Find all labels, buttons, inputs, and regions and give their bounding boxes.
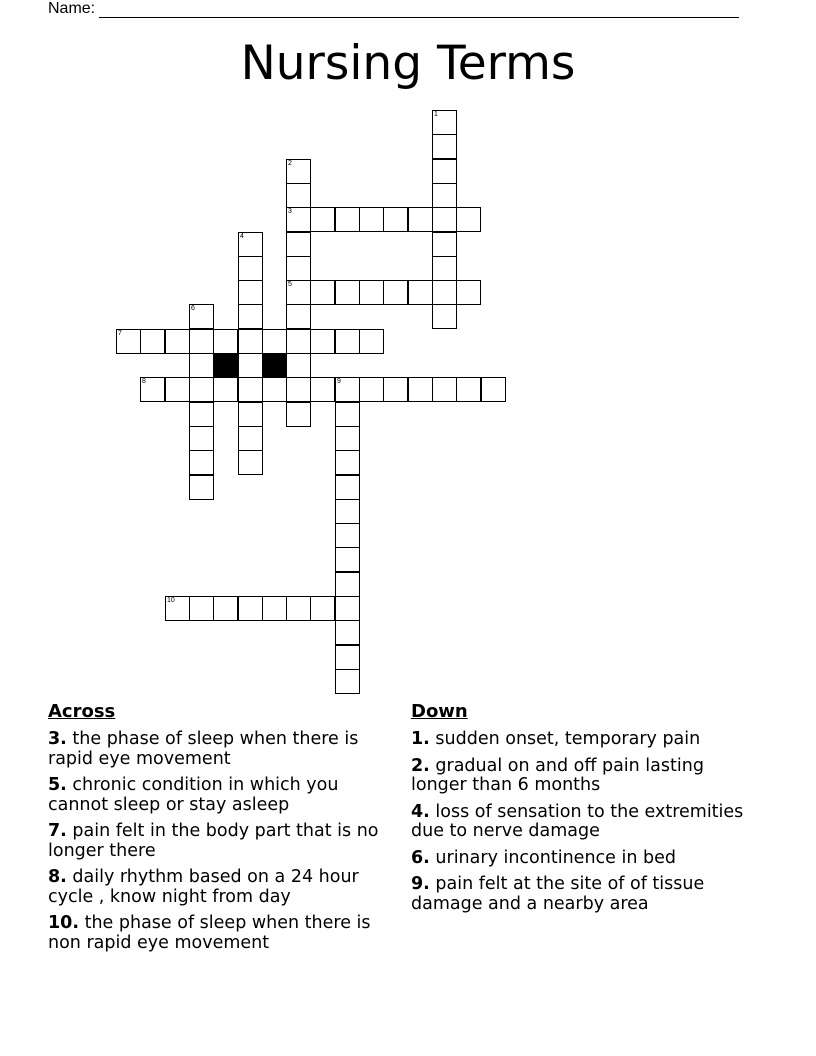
crossword-cell[interactable] — [238, 256, 263, 281]
crossword-cell[interactable] — [140, 329, 165, 354]
across-heading: Across — [48, 701, 116, 722]
crossword-cell[interactable] — [310, 596, 335, 621]
crossword-cell[interactable] — [286, 232, 311, 257]
crossword-cell[interactable] — [383, 377, 408, 402]
crossword-cell[interactable] — [432, 304, 457, 329]
crossword-cell[interactable] — [335, 377, 360, 402]
crossword-cell[interactable] — [238, 232, 263, 257]
crossword-cell[interactable] — [335, 475, 360, 500]
crossword-cell[interactable] — [286, 329, 311, 354]
clue-down-9 — [411, 875, 756, 914]
crossword-cell[interactable] — [189, 402, 214, 427]
crossword-cell[interactable] — [189, 596, 214, 621]
clue-across-7 — [48, 822, 393, 861]
crossword-cell[interactable] — [286, 402, 311, 427]
crossword-cell[interactable] — [238, 377, 263, 402]
crossword-cell[interactable] — [286, 280, 311, 305]
crossword-cell[interactable] — [335, 426, 360, 451]
crossword-cell[interactable] — [286, 596, 311, 621]
clue-text: loss of sensation to the extremities due to nerve damage — [411, 801, 744, 841]
crossword-cell[interactable] — [310, 329, 335, 354]
crossword-cell[interactable] — [165, 377, 190, 402]
clue-text: the phase of sleep when there is non rapid eye movement — [48, 913, 371, 953]
crossword-cell[interactable] — [481, 377, 506, 402]
crossword-cell[interactable] — [286, 304, 311, 329]
name-label: Name: — [48, 0, 96, 17]
crossword-cell[interactable] — [432, 134, 457, 159]
crossword-cell[interactable] — [310, 207, 335, 232]
crossword-cell[interactable] — [432, 280, 457, 305]
cell-number: 10 — [167, 597, 175, 604]
crossword-cell[interactable] — [189, 329, 214, 354]
crossword-cell[interactable] — [335, 499, 360, 524]
clue-number: 8. — [48, 867, 67, 887]
crossword-cell[interactable] — [335, 280, 360, 305]
down-clues — [411, 700, 756, 921]
crossword-cell[interactable] — [213, 329, 238, 354]
clue-number: 7. — [48, 821, 67, 841]
clue-down-4 — [411, 803, 756, 842]
clue-text: the phase of sleep when there is rapid eye movement — [48, 729, 359, 769]
cell-number: 8 — [142, 378, 146, 385]
crossword-cell[interactable] — [116, 329, 141, 354]
crossword-cell[interactable] — [262, 377, 287, 402]
crossword-cell[interactable] — [286, 377, 311, 402]
crossword-cell[interactable] — [213, 377, 238, 402]
clue-text: pain felt in the body part that is no longer there — [48, 821, 379, 861]
crossword-cell[interactable] — [335, 402, 360, 427]
cell-number: 7 — [118, 330, 122, 337]
crossword-cell[interactable] — [335, 207, 360, 232]
clue-text: urinary incontinence in bed — [435, 847, 676, 868]
crossword-cell[interactable] — [286, 256, 311, 281]
page-title: Nursing Terms — [240, 36, 576, 91]
crossword-cell[interactable] — [310, 280, 335, 305]
crossword-cell[interactable] — [238, 402, 263, 427]
crossword-cell[interactable] — [238, 329, 263, 354]
crossword-cell[interactable] — [335, 669, 360, 694]
cell-number: 3 — [288, 208, 292, 215]
black-square — [262, 353, 287, 378]
crossword-cell[interactable] — [189, 377, 214, 402]
crossword-cell[interactable] — [432, 110, 457, 135]
crossword-cell[interactable] — [238, 353, 263, 378]
clue-number: 9. — [411, 874, 430, 894]
clue-number: 1. — [411, 729, 430, 749]
crossword-cell[interactable] — [432, 207, 457, 232]
clue-across-10 — [48, 914, 393, 953]
crossword-cell[interactable] — [286, 159, 311, 184]
clue-number: 4. — [411, 801, 430, 822]
cell-number: 5 — [288, 281, 292, 288]
crossword-cell[interactable] — [335, 596, 360, 621]
crossword-cell[interactable] — [262, 329, 287, 354]
crossword-cell[interactable] — [335, 329, 360, 354]
clue-text: sudden onset, temporary pain — [435, 729, 701, 749]
clue-number: 5. — [48, 775, 67, 795]
clue-down-1 — [411, 730, 756, 750]
clue-number: 3. — [48, 729, 67, 749]
crossword-cell[interactable] — [432, 232, 457, 257]
crossword-cell[interactable] — [432, 377, 457, 402]
crossword-cell[interactable] — [189, 304, 214, 329]
clue-number: 10. — [48, 913, 80, 933]
crossword-cell[interactable] — [408, 280, 433, 305]
clue-text: daily rhythm based on a 24 hour cycle , know night from day — [48, 867, 359, 907]
crossword-cell[interactable] — [432, 183, 457, 208]
clue-across-5 — [48, 776, 393, 815]
crossword-cell[interactable] — [286, 207, 311, 232]
crossword-cell[interactable] — [140, 377, 165, 402]
crossword-cell[interactable] — [383, 280, 408, 305]
clue-number: 6. — [411, 847, 430, 868]
crossword-cell[interactable] — [456, 207, 481, 232]
cell-number: 4 — [240, 233, 244, 240]
crossword-cell[interactable] — [359, 280, 384, 305]
crossword-cell[interactable] — [456, 280, 481, 305]
crossword-cell[interactable] — [165, 596, 190, 621]
crossword-cell[interactable] — [359, 377, 384, 402]
crossword-cell[interactable] — [189, 475, 214, 500]
crossword-cell[interactable] — [335, 645, 360, 670]
crossword-cell[interactable] — [335, 547, 360, 572]
clue-down-2 — [411, 757, 756, 796]
crossword-cell[interactable] — [335, 450, 360, 475]
crossword-cell[interactable] — [189, 426, 214, 451]
crossword-cell[interactable] — [238, 280, 263, 305]
crossword-cell[interactable] — [432, 159, 457, 184]
cell-number: 2 — [288, 160, 292, 167]
clue-across-3 — [48, 730, 393, 769]
crossword-cell[interactable] — [238, 304, 263, 329]
clue-text: gradual on and off pain lasting longer than 6 months — [411, 755, 704, 795]
crossword-cell[interactable] — [262, 596, 287, 621]
black-square — [213, 353, 238, 378]
cell-number: 9 — [337, 378, 341, 385]
crossword-cell[interactable] — [335, 523, 360, 548]
crossword-cell[interactable] — [310, 377, 335, 402]
crossword-cell[interactable] — [238, 426, 263, 451]
crossword-cell[interactable] — [238, 450, 263, 475]
crossword-cell[interactable] — [408, 377, 433, 402]
crossword-cell[interactable] — [335, 620, 360, 645]
crossword-cell[interactable] — [286, 183, 311, 208]
crossword-cell[interactable] — [335, 572, 360, 597]
crossword-cell[interactable] — [359, 329, 384, 354]
clue-across-8 — [48, 868, 393, 907]
crossword-cell[interactable] — [408, 207, 433, 232]
down-heading: Down — [411, 701, 468, 722]
crossword-cell[interactable] — [286, 353, 311, 378]
cell-number: 6 — [191, 305, 195, 312]
crossword-cell[interactable] — [213, 596, 238, 621]
clue-number: 2. — [411, 755, 430, 776]
clue-down-6 — [411, 849, 756, 869]
crossword-cell[interactable] — [189, 450, 214, 475]
cell-number: 1 — [434, 111, 438, 118]
across-clues — [48, 700, 393, 960]
clue-text: chronic condition in which you cannot sleep or stay asleep — [48, 775, 339, 815]
crossword-cell[interactable] — [238, 596, 263, 621]
crossword-cell[interactable] — [383, 207, 408, 232]
crossword-cell[interactable] — [189, 353, 214, 378]
crossword-cell[interactable] — [359, 207, 384, 232]
crossword-cell[interactable] — [432, 256, 457, 281]
clue-text: pain felt at the site of of tissue damage and a nearby area — [411, 874, 705, 914]
crossword-cell[interactable] — [165, 329, 190, 354]
crossword-cell[interactable] — [456, 377, 481, 402]
